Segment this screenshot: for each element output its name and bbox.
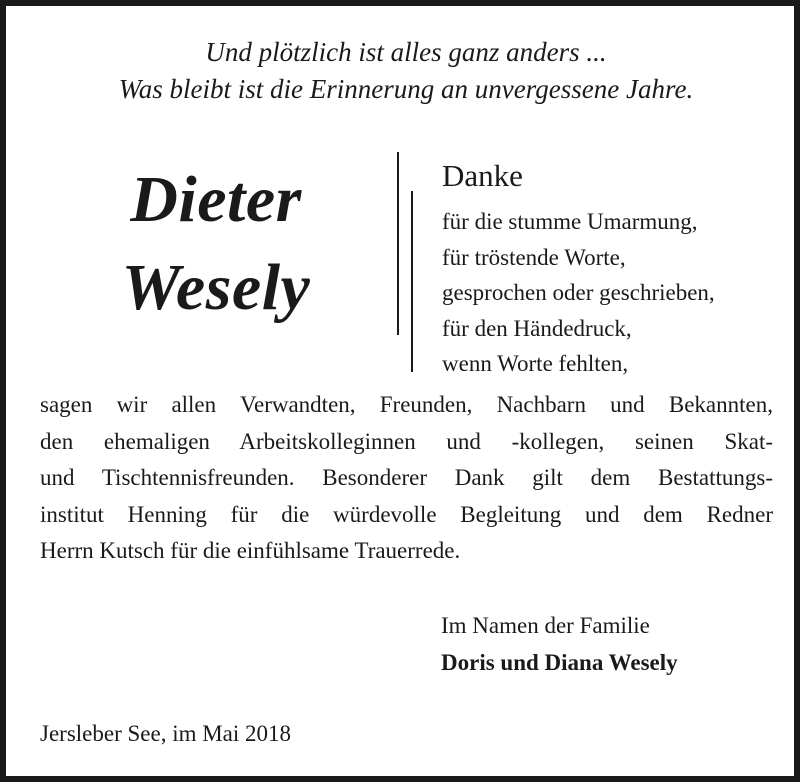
verse-line-1: Und plötzlich ist alles ganz anders ... <box>205 37 607 67</box>
place-and-date: Jersleber See, im Mai 2018 <box>40 721 292 746</box>
verse-line-2: Was bleibt ist die Erinnerung an unvergessene Jahre. <box>118 74 694 104</box>
thanks-body-paragraph <box>40 387 773 570</box>
divider-line-left <box>397 152 399 335</box>
thanks-item: wenn Worte fehlten, <box>442 351 629 376</box>
thanks-heading: Danke <box>442 158 523 193</box>
signature-intro: Im Namen der Familie <box>441 613 650 638</box>
body-line: Herrn Kutsch für die einfühlsame Trauerrede. <box>40 538 461 563</box>
body-line: institut Henning für die würdevolle Begleitung und dem Redner <box>40 501 773 527</box>
signature-names: Doris und Diana Wesely <box>441 650 678 675</box>
body-line: sagen wir allen Verwandten, Freunden, Nachbarn und Bekannten, <box>40 392 773 417</box>
thanks-item: für den Händedruck, <box>442 315 632 341</box>
thanks-item: für die stumme Umarmung, <box>442 209 698 234</box>
body-line: und Tischtennisfreunden. Besonderer Dank gilt dem Bestattungs- <box>40 465 773 490</box>
deceased-first-name: Dieter <box>130 163 302 236</box>
divider-line-right <box>411 191 413 372</box>
body-line: den ehemaligen Arbeitskolleginnen und -kollegen, seinen Skat- <box>40 428 773 454</box>
thanks-item: für tröstende Worte, <box>442 244 626 270</box>
thanks-item: gesprochen oder geschrieben, <box>442 280 715 305</box>
deceased-last-name: Wesely <box>121 251 311 324</box>
thanks-list <box>442 204 715 382</box>
